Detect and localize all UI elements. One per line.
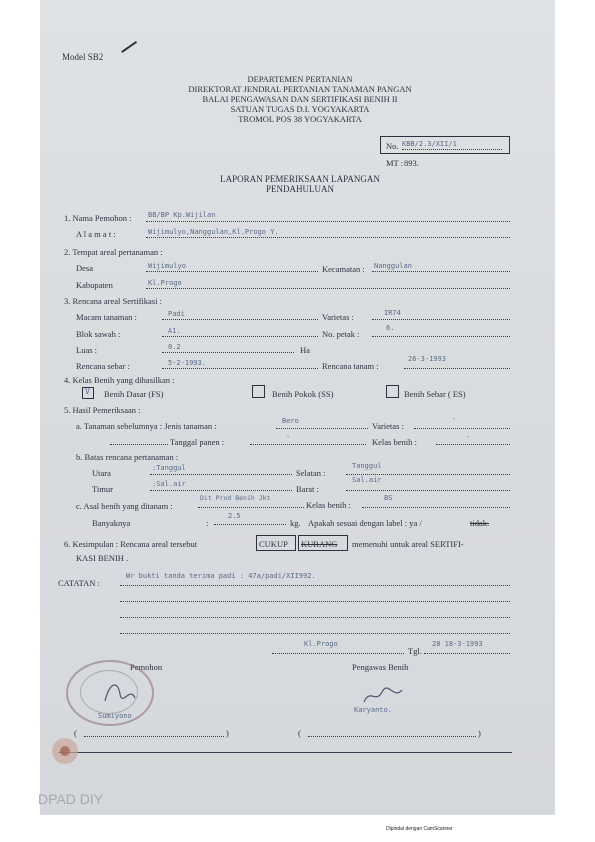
mt-value: 893. <box>404 158 419 168</box>
pengawas-label: Pengawas Benih <box>352 662 409 672</box>
sign-tgl-label: Tgl. <box>408 646 422 656</box>
s3-tanam-value: 26-3-1993 <box>408 355 446 363</box>
header-line-1: DEPARTEMEN PERTANIAN <box>247 74 353 84</box>
s5b-selatan-label: Selatan : <box>296 468 326 478</box>
s3-var-label: Varietas : <box>322 312 354 322</box>
s5a-kelas-value: - <box>466 433 471 441</box>
s6-prefix: 6. Kesimpulan : Rencana areal tersebut <box>64 539 198 549</box>
s3-macam-label: Macam tanaman : <box>76 312 137 322</box>
s2-label: 2. Tempat areal pertanaman : <box>64 247 163 257</box>
s3-label: 3. Rencana areal Sertifikasi : <box>64 296 162 306</box>
catatan-label: CATATAN : <box>58 578 100 588</box>
signer-left-name: Sumiyono <box>98 712 132 720</box>
report-subtitle: PENDAHULUAN <box>266 184 334 194</box>
s3-petak-value: 6. <box>386 324 395 332</box>
s2-desa-label: Desa <box>76 263 93 273</box>
s5c-kelas-label: Kelas benih : <box>306 500 351 510</box>
archive-logo-center <box>60 746 70 756</box>
s4-label: 4. Kelas Benih yang dihasilkan : <box>64 375 175 385</box>
s3-luas-value: 0.2 <box>168 343 181 351</box>
model-code: Model SB2 <box>62 52 104 62</box>
s3-sebar-label: Rencana sebar : <box>76 361 130 371</box>
s5c-kelas-value: BS <box>384 494 393 502</box>
fs-check-mark: V <box>85 387 90 396</box>
s6-suffix: memenuhi untuk areal SERTIFI- <box>352 539 464 549</box>
sign-place: Kl.Progo <box>304 640 338 648</box>
s5b-timur-value: :Sal.air <box>152 480 186 488</box>
s3-luas-label: Luas : <box>76 345 98 355</box>
s2-kec-value: Nanggulan <box>374 262 412 270</box>
paren-left-close: ) <box>226 728 229 738</box>
bottom-rule <box>58 752 512 753</box>
s2-kec-label: Kecamatan : <box>322 264 365 274</box>
s5b-utara-label: Utara <box>92 468 111 478</box>
s5b-selatan-value: Tanggul <box>352 462 382 470</box>
header-line-4: SATUAN TUGAS D.I. YOGYAKARTA <box>230 104 370 114</box>
sign-date: 28 18-3-1993 <box>432 640 483 648</box>
s3-blok-label: Blok sawah : <box>76 329 121 339</box>
watermark: DPAD DIY <box>38 791 104 807</box>
s5a-var-value: - <box>452 415 457 423</box>
s6-kurang: KURANG <box>301 539 338 549</box>
s3-sebar-value: 5-2-1993. <box>168 359 206 367</box>
s6-cukup: CUKUP <box>259 539 288 549</box>
s3-tanam-label: Rencana tanam : <box>322 361 379 371</box>
pemohon-label: Pemohon <box>130 662 163 672</box>
s5a-label: a. Tanaman sebelumnya : Jenis tanaman : <box>76 421 217 431</box>
s5c-tidak: tidak. <box>470 518 490 528</box>
catatan-value: Wr bukti tanda terima padi : 47a/padi/XII992. <box>126 572 316 580</box>
s3-macam-value: Padi <box>168 310 185 318</box>
s5b-label: b. Batas rencana pertanaman : <box>76 452 179 462</box>
doc-number-label: No. <box>386 141 399 151</box>
signature-left <box>100 676 140 706</box>
s1-alamat-label: A l a m a t : <box>76 229 116 239</box>
ss-option-label: Benih Pokok (SS) <box>272 389 334 399</box>
s2-desa-value: Wijimulyo <box>148 262 186 270</box>
header-line-3: BALAI PENGAWASAN DAN SERTIFIKASI BENIH II <box>202 94 398 104</box>
s5c-banyak-colon: : <box>206 518 209 528</box>
paren-right-close: ) <box>478 728 481 738</box>
es-option-label: Benih Sebar ( ES) <box>404 389 466 399</box>
s5a-jenis-value: Bero <box>282 417 299 425</box>
s1-alamat-value: Wijimulyo,Nanggulan,Kl.Progo Y. <box>148 228 279 236</box>
mt-label: MT : <box>386 158 404 168</box>
s3-petak-label: No. petak : <box>322 329 360 339</box>
s2-kab-label: Kabupaten <box>76 280 113 290</box>
paren-right-open: ( <box>298 728 301 738</box>
s5b-barat-label: Barat : <box>296 484 319 494</box>
signature-right <box>360 684 406 708</box>
s1-value: BB/BP Kp.Wijilan <box>148 211 216 219</box>
s1-label: 1. Nama Pemohon : <box>64 213 132 223</box>
s5a-kelas-label: Kelas benih : <box>372 437 417 447</box>
s5a-panen-label: Tanggal panen : <box>170 437 225 447</box>
s5c-kg: kg. <box>290 518 301 528</box>
header-line-2: DIREKTORAT JENDRAL PERTANIAN TANAMAN PANGAN <box>188 84 412 94</box>
s5a-panen-value: - <box>286 433 291 441</box>
fs-option-label: Benih Dasar (FS) <box>104 389 164 399</box>
s3-var-value: IR74 <box>384 309 401 317</box>
s5b-timur-label: Timur <box>92 484 113 494</box>
s5b-utara-value: :Tanggul <box>152 464 186 472</box>
s3-ha: Ha <box>300 345 310 355</box>
s5c-label: c. Asal benih yang ditanam : <box>76 501 173 511</box>
s2-kab-value: Kl.Progo <box>148 279 182 287</box>
s5c-sesuai-text: Apakah sesuai dengan label : ya / <box>308 518 422 528</box>
s5-label: 5. Hasil Pemeriksaan : <box>64 405 141 415</box>
s5a-var-label: Varietas : <box>372 421 404 431</box>
scanner-footer: Dipindai dengan CamScanner <box>386 826 453 832</box>
s5c-banyak-value: 2.5 <box>228 512 241 520</box>
s6-line2: KASI BENIH . <box>76 553 129 563</box>
es-checkbox[interactable] <box>386 385 399 398</box>
doc-number-value: KBB/2.3/XII/1 <box>402 140 457 148</box>
s3-blok-value: A1. <box>168 327 181 335</box>
ss-checkbox[interactable] <box>252 385 265 398</box>
signer-right-name: Karyanto. <box>354 706 392 714</box>
paren-left-open: ( <box>74 728 77 738</box>
s5b-barat-value: Sal.air <box>352 476 382 484</box>
s5c-banyak-label: Banyaknya <box>92 518 131 528</box>
report-title: LAPORAN PEMERIKSAAN LAPANGAN <box>220 174 380 184</box>
s5c-value: Dit Prod Benih Jkt <box>200 494 271 502</box>
header-line-5: TROMOL POS 38 YOGYAKARTA <box>238 114 362 124</box>
